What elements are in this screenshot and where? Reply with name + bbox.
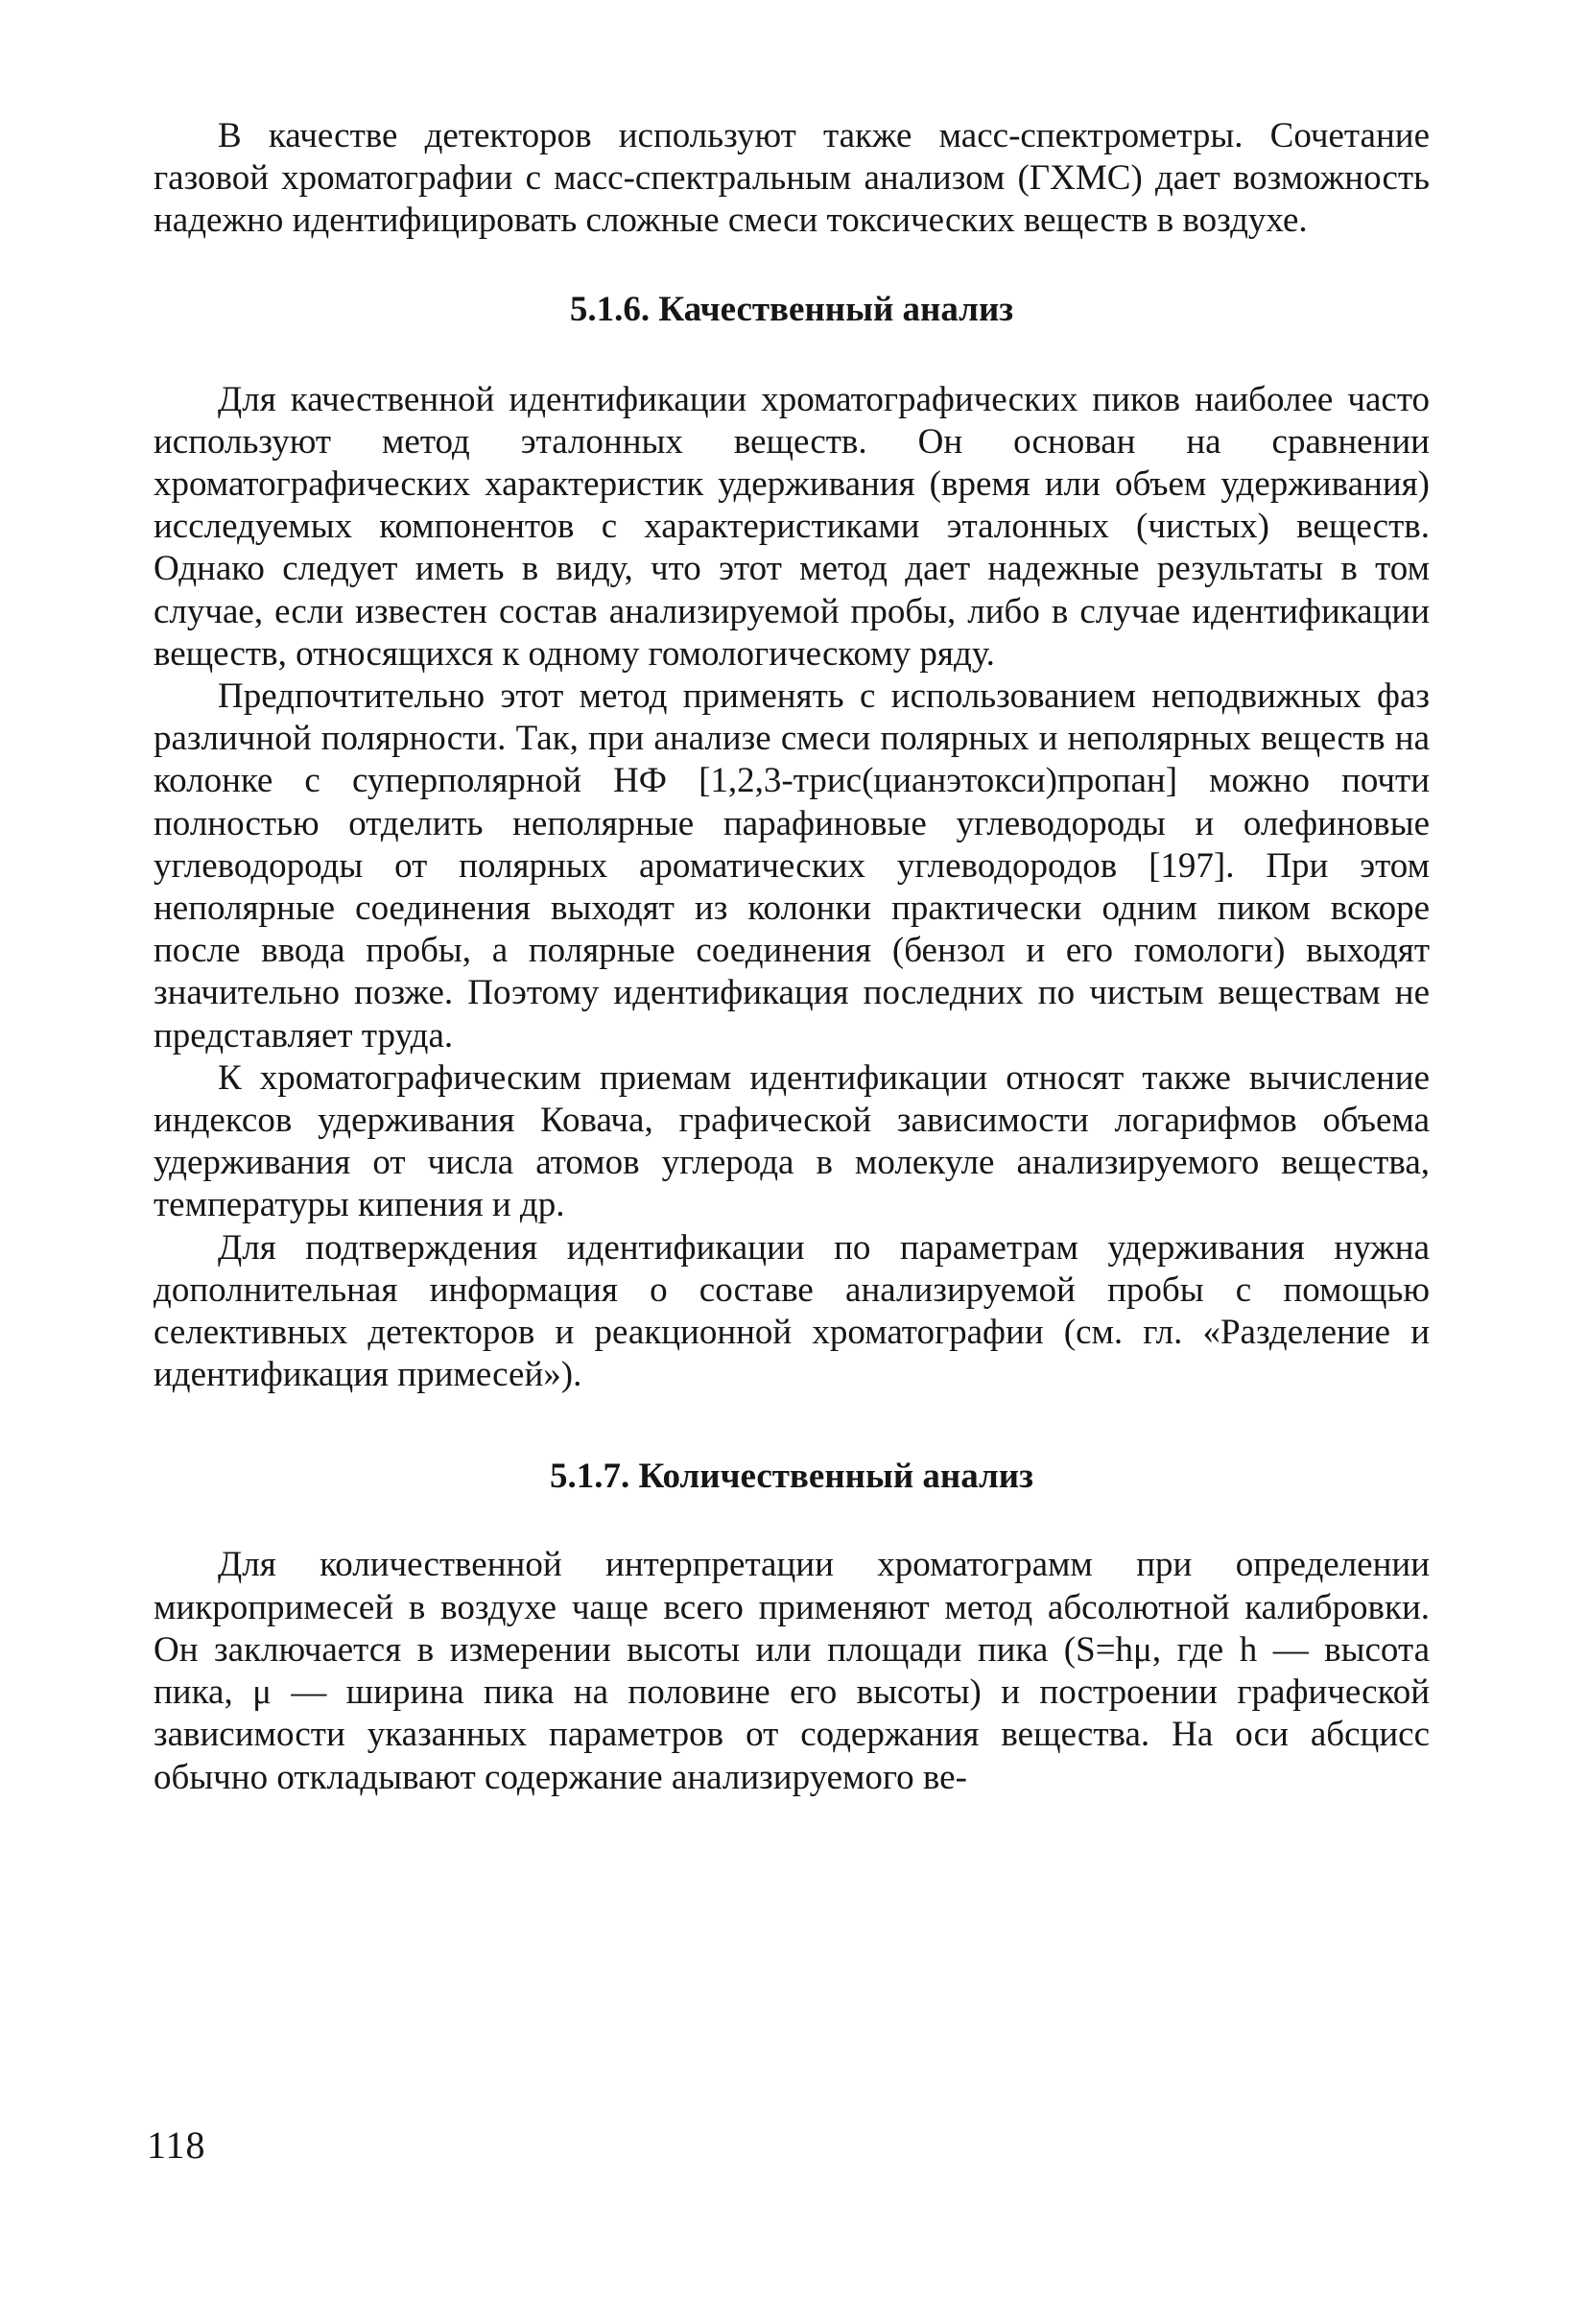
section-heading-qualitative-analysis: 5.1.6. Качественный анализ [569, 289, 1014, 329]
section-heading-quantitative-analysis: 5.1.7. Количественный анализ [550, 1457, 1033, 1497]
paragraph-absolute-calibration: Для количественной интерпретации хроматограмм при определении микропримесей в воздухе чаще всего применяют метод абсолютной калибровки. Он заключается в измерении высоты или площади пика (S=hμ, где h — высота пика, μ — ширина пика на половине его высоты) и построении графической зависимости указанных параметров от содержания вещества. На оси абсцисс обычно откладывают содержание анализируемого ве- [154, 1545, 1430, 1797]
paragraph-confirmation: Для подтверждения идентификации по параметрам удерживания нужна дополнительная информация о составе анализируемой пробы с помощью селективных детекторов и реакционной хроматографии (см. гл. «Разделение и идентификация примесей»). [154, 1227, 1430, 1395]
page-number: 118 [147, 2123, 206, 2167]
paragraph-kovats-indices: К хроматографическим приемам идентификации относят также вычисление индексов удерживания Ковача, графической зависимости логарифмов объема удерживания от числа атомов углерода в молекуле анализируемого вещества, температуры кипения и др. [154, 1057, 1430, 1225]
paragraph-reference-substances: Для качественной идентификации хроматографических пиков наиболее часто используют метод эталонных веществ. Он основан на сравнении хроматографических характеристик удерживания (время или объем удерживания) исследуемых компонентов с характеристиками эталонных (чистых) веществ. Однако следует иметь в виду, что этот метод дает надежные результаты в том случае, если известен состав анализируемой пробы, либо в случае идентификации веществ, относящихся к одному гомологическому ряду. [154, 379, 1430, 674]
paragraph-stationary-phases: Предпочтительно этот метод применять с использованием неподвижных фаз различной полярности. Так, при анализе смеси полярных и неполярных веществ на колонке с суперполярной НФ [1,2,3-трис(цианэтокси)пропан] можно почти полностью отделить неполярные парафиновые углеводороды и олефиновые углеводороды от полярных ароматических углеводородов [197]. При этом неполярные соединения выходят из колонки практически одним пиком вскоре после ввода пробы, а полярные соединения (бензол и его гомологи) выходят значительно позже. Поэтому идентификация последних по чистым веществам не представляет труда. [154, 676, 1430, 1055]
paragraph-mass-spectrometry: В качестве детекторов используют также масс-спектрометры. Сочетание газовой хроматографии с масс-спектральным анализом (ГХМС) дает возможность надежно идентифицировать сложные смеси токсических веществ в воздухе. [154, 116, 1430, 241]
